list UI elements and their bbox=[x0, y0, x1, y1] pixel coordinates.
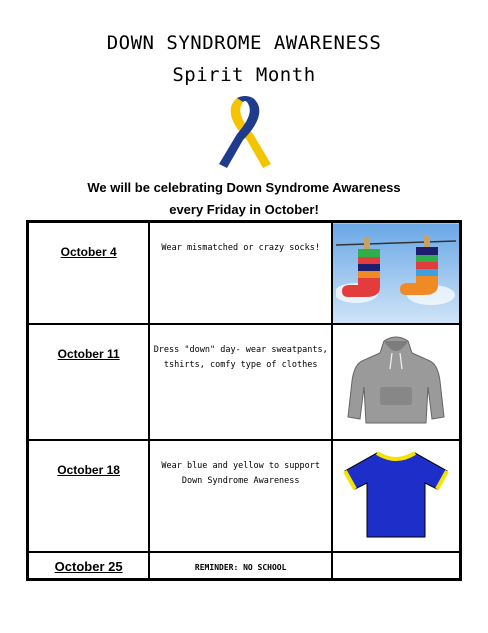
row-date: October 18 bbox=[57, 462, 120, 477]
page-title: DOWN SYNDROME AWARENESS bbox=[106, 32, 382, 54]
row-activity: Wear mismatched or crazy socks! bbox=[161, 243, 320, 253]
intro-text-line2: every Friday in October! bbox=[169, 202, 319, 217]
table-row bbox=[28, 324, 461, 440]
schedule-table bbox=[26, 220, 462, 581]
hoodie-icon bbox=[346, 331, 446, 431]
table-row bbox=[28, 440, 461, 552]
row-date: October 11 bbox=[57, 346, 120, 361]
awareness-ribbon-icon bbox=[217, 94, 273, 172]
empty-image-cell bbox=[332, 552, 460, 580]
table-row bbox=[28, 222, 461, 324]
page-subtitle: Spirit Month bbox=[172, 64, 316, 86]
socks-icon bbox=[336, 223, 456, 315]
row-date: October 25 bbox=[54, 558, 123, 574]
table-row bbox=[28, 552, 461, 580]
row-activity: REMINDER: NO SCHOOL bbox=[194, 562, 287, 572]
row-activity: Dress "down" day- wear sweatpants, tshirts, comfy type of clothes bbox=[153, 344, 328, 370]
row-activity: Wear blue and yellow to support Down Syndrome Awareness bbox=[161, 460, 320, 486]
intro-text-line1: We will be celebrating Down Syndrome Awareness bbox=[87, 180, 401, 195]
tshirt-icon bbox=[341, 449, 451, 541]
row-date: October 4 bbox=[60, 245, 117, 259]
